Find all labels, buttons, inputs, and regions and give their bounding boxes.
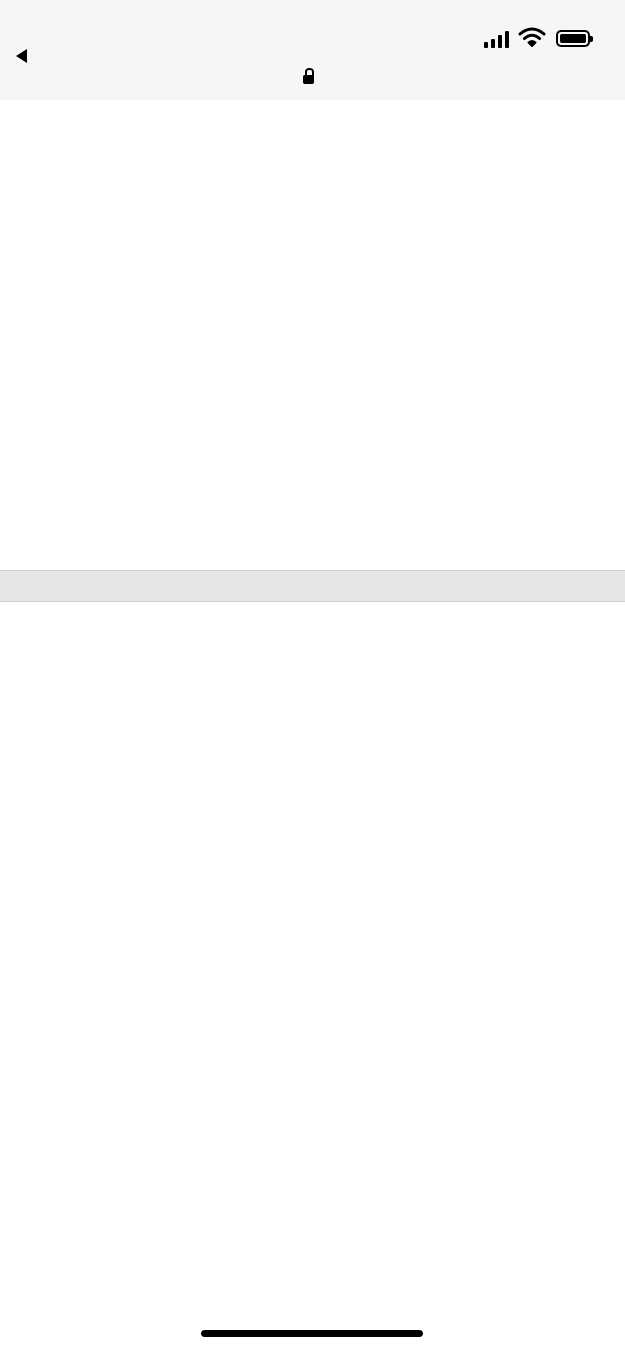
- report-page-3: [0, 600, 625, 1260]
- cellular-signal-icon: [484, 31, 509, 48]
- back-arrow-icon: [16, 49, 27, 63]
- wifi-icon: [518, 26, 546, 48]
- status-bar: [0, 0, 625, 100]
- battery-icon: [556, 30, 590, 47]
- address-bar[interactable]: [0, 69, 625, 91]
- back-to-mail-button[interactable]: [16, 49, 35, 63]
- report-page-2: [0, 100, 625, 570]
- home-indicator[interactable]: [201, 1330, 423, 1337]
- lock-icon: [303, 75, 314, 84]
- page-separator: [0, 570, 625, 602]
